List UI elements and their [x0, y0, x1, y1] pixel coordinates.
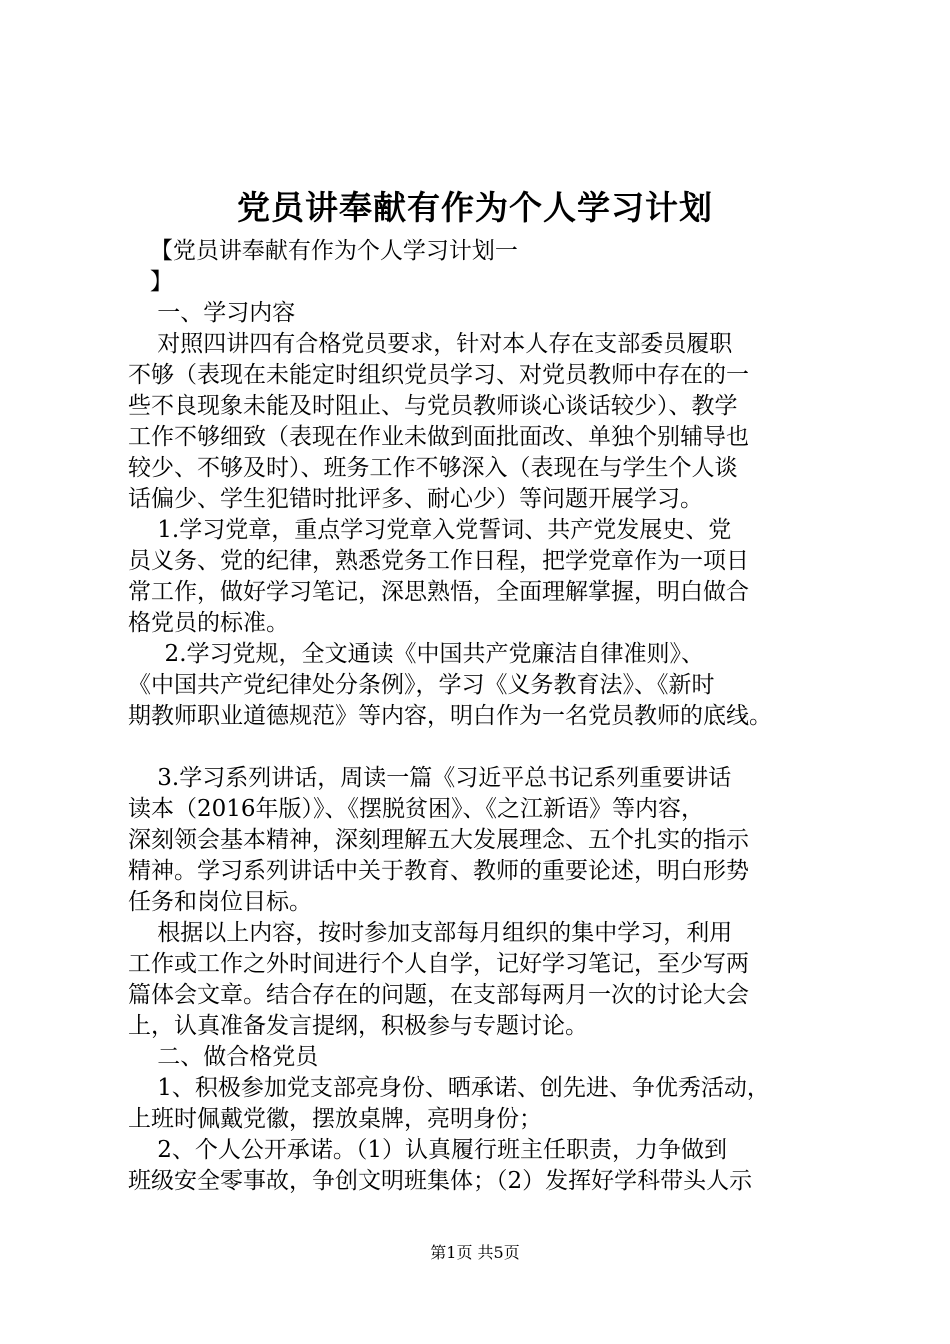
document-line: 期教师职业道德规范》等内容，明白作为一名党员教师的底线。: [128, 703, 772, 729]
document-body: [128, 236, 830, 1197]
document-line: 2.学习党规，全文通读《中国共产党廉洁自律准则》、: [128, 641, 704, 667]
document-line: 根据以上内容，按时参加支部每月组织的集中学习，利用: [128, 920, 733, 946]
document-line: 篇体会文章。结合存在的问题，在支部每两月一次的讨论大会: [128, 982, 749, 1008]
document-line: 《中国共产党纪律处分条例》，学习《义务教育法》、《新时: [128, 672, 715, 698]
document-line: 2、个人公开承诺。（1）认真履行班主任职责，力争做到: [128, 1137, 728, 1163]
document-line: 【党员讲奉献有作为个人学习计划一: [128, 238, 518, 264]
document-line: 深刻领会基本精神，深刻理解五大发展理念、五个扎实的指示: [128, 827, 749, 853]
document-line: 一、学习内容: [128, 300, 296, 326]
document-line: 不够（表现在未能定时组织党员学习、对党员教师中存在的一: [128, 362, 749, 388]
document-line: 上班时佩戴党徽，摆放桌牌，亮明身份；: [128, 1106, 542, 1132]
document-line: 话偏少、学生犯错时批评多、耐心少）等问题开展学习。: [128, 486, 703, 512]
document-line: 班级安全零事故，争创文明班集体；（2）发挥好学科带头人示: [128, 1168, 753, 1194]
document-line: 1、积极参加党支部亮身份、晒承诺、创先进、争优秀活动，: [128, 1075, 770, 1101]
document-line: 二、做合格党员: [128, 1044, 319, 1070]
document-line: 员义务、党的纪律，熟悉党务工作日程，把学党章作为一项日: [128, 548, 749, 574]
document-line: 精神。学习系列讲话中关于教育、教师的重要论述，明白形势: [128, 858, 749, 884]
document-line: 】: [128, 269, 173, 295]
document-line: 对照四讲四有合格党员要求，针对本人存在支部委员履职: [128, 331, 733, 357]
document-line: 上，认真准备发言提纲，积极参与专题讨论。: [128, 1013, 588, 1039]
document-line: 些不良现象未能及时阻止、与党员教师谈心谈话较少）、教学: [128, 393, 738, 419]
page-footer: 第1页 共5页: [430, 1243, 520, 1262]
document-line: [128, 732, 830, 763]
document-line: 读本（2016年版）》、《摆脱贫困》、《之江新语》等内容，: [128, 796, 705, 822]
document-line: 工作或工作之外时间进行个人自学，记好学习笔记，至少写两: [128, 951, 749, 977]
document-line: 常工作，做好学习笔记，深思熟悟，全面理解掌握，明白做合: [128, 579, 749, 605]
document-line: 任务和岗位目标。: [128, 889, 312, 915]
document-line: 1.学习党章，重点学习党章入党誓词、共产党发展史、党: [128, 517, 732, 543]
document-line: 3.学习系列讲话，周读一篇《习近平总书记系列重要讲话: [128, 765, 732, 791]
document-title: 党员讲奉献有作为个人学习计划: [237, 188, 713, 227]
document-line: 较少、不够及时）、班务工作不够深入（表现在与学生个人谈: [128, 455, 738, 481]
document-line: 格党员的标准。: [128, 610, 289, 636]
document-line: 工作不够细致（表现在作业未做到面批面改、单独个别辅导也: [128, 424, 749, 450]
